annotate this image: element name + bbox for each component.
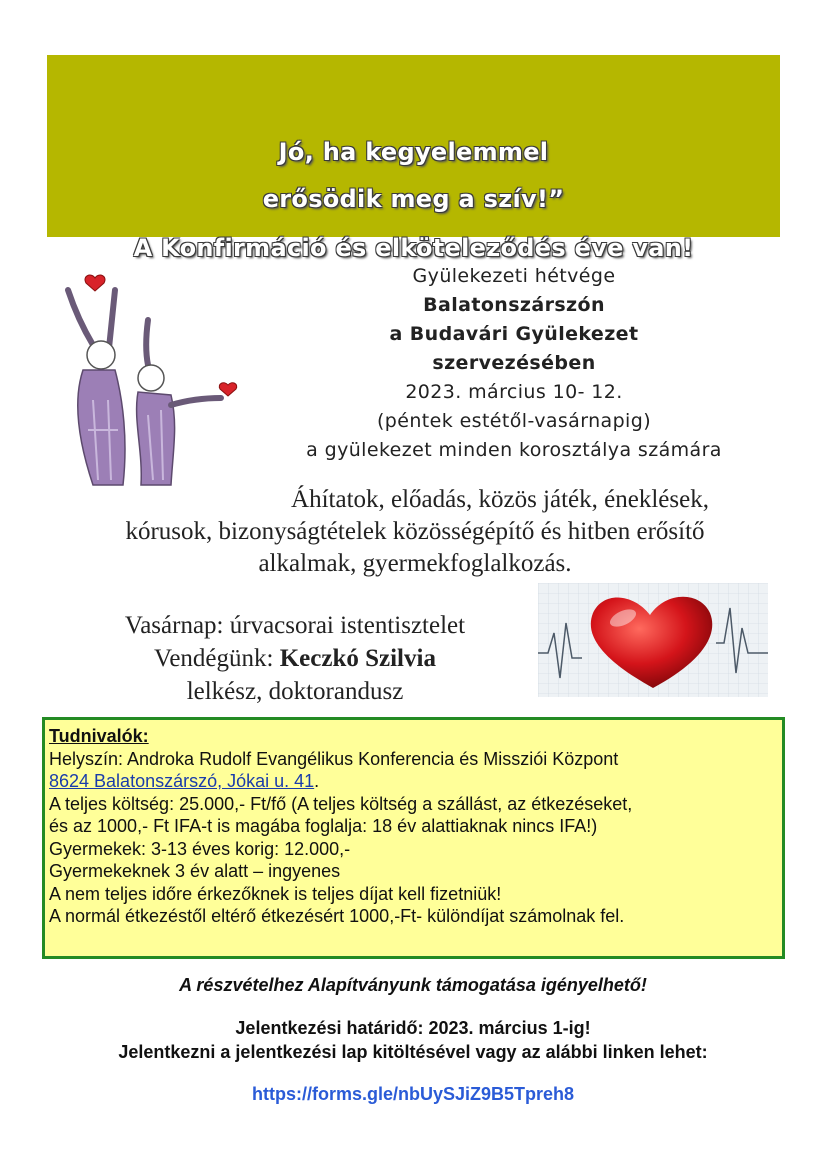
event-details — [250, 262, 778, 465]
banner-line-3: A Konfirmáció és elköteleződés éve van! — [133, 234, 694, 262]
activities-line-1: Áhítatok, előadás, közös játék, éneklések, — [291, 486, 709, 513]
info-cost-2: és az 1000,- Ft IFA-t is magába foglalja: 18 év alattiaknak nincs IFA!) — [49, 816, 598, 836]
registration-link[interactable]: https://forms.gle/nbUySJiZ9B5Tpreh8 — [251, 1084, 575, 1104]
guest-line — [70, 642, 520, 675]
red-heart-ecg-photo — [538, 583, 768, 697]
banner-line-2: erősödik meg a szív!” — [262, 185, 565, 213]
info-meals: A normál étkezéstől eltérő étkezésért 1000,-Ft- különdíjat számolnak fel. — [49, 906, 625, 926]
event-date: 2023. március 10- 12. — [405, 381, 623, 403]
event-location: Balatonszárszón — [423, 294, 605, 316]
info-title: Tudnivalók: — [49, 726, 149, 746]
guest-name: Keczkó Szilvia — [279, 645, 436, 672]
info-address-line — [49, 770, 782, 793]
event-type: Gyülekezeti hétvége — [412, 265, 616, 287]
info-children: Gyermekek: 3-13 éves korig: 12.000,- — [49, 838, 351, 859]
guest-prefix: Vendégünk: — [154, 645, 280, 672]
dancing-figures-illustration — [53, 250, 248, 500]
address-end: . — [314, 771, 320, 791]
info-box — [42, 717, 785, 959]
event-duration: (péntek estétől-vasárnapig) — [376, 410, 652, 432]
info-partial: A nem teljes időre érkezőknek is teljes díjat kell fizetniük! — [49, 883, 502, 904]
event-organizer-cont: szervezésében — [432, 352, 596, 374]
info-venue: Helyszín: Androka Rudolf Evangélikus Konferencia és Missziói Központ — [49, 748, 619, 769]
registration-info — [0, 1016, 826, 1064]
registration-deadline: Jelentkezési határidő: 2023. március 1-ig! — [235, 1018, 591, 1038]
sunday-service: Vasárnap: úrvacsorai istentisztelet — [124, 612, 466, 639]
guest-title: lelkész, doktorandusz — [186, 678, 404, 705]
header-banner — [47, 55, 780, 262]
activities-line-2: kórusok, bizonyságtételek közösségépítő és hitben erősítő — [125, 518, 705, 545]
support-note: A részvételhez Alapítványunk támogatása igényelhető! — [179, 975, 647, 995]
address-link[interactable]: 8624 Balatonszárszó, Jókai u. 41 — [49, 771, 315, 791]
sunday-section — [70, 609, 520, 708]
event-organizer: a Budavári Gyülekezet — [389, 323, 639, 345]
activities-line-3: alkalmak, gyermekfoglalkozás. — [258, 550, 572, 577]
info-cost-1: A teljes költség: 25.000,- Ft/fő (A teljes költség a szállást, az étkezéseket, — [49, 793, 633, 814]
info-infants: Gyermekeknek 3 év alatt – ingyenes — [49, 861, 341, 881]
registration-how: Jelentkezni a jelentkezési lap kitöltésével vagy az alábbi linken lehet: — [118, 1042, 708, 1062]
activities-text — [60, 484, 770, 580]
banner-line-1: Jó, ha kegyelemmel — [278, 138, 549, 166]
event-audience: a gyülekezet minden korosztálya számára — [306, 439, 722, 461]
